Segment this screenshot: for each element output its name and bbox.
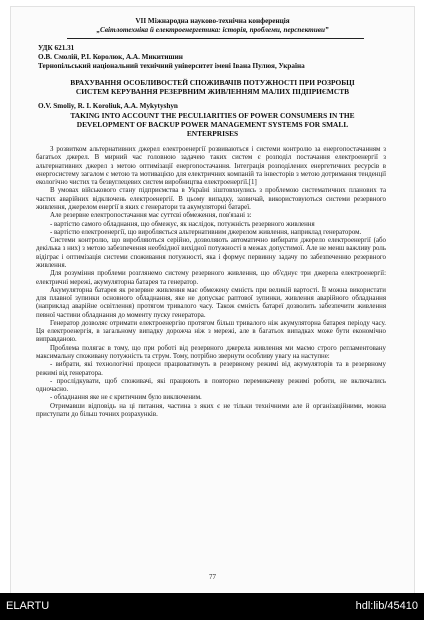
paragraph: Акумуляторна батарея як резервне живлення має обмежену ємність при великій вартості. Її можна використати для плавної зупинки основного обладнання, яке не допускає раптової зупинки, живлення аварійного обладнання (наприклад аварійне освітлення) протягом тривалого часу. Також ємність батареї дозволить забезпечити живлення певної частини обладнання до моменту пуску генератора.	[36, 286, 386, 319]
article-body	[36, 146, 386, 419]
list-item: - вартістю самого обладнання, що обмежує, як наслідок, потужність резервного живлення	[50, 220, 315, 228]
header-rule	[67, 38, 364, 39]
paragraph: Системи контролю, що виробляються серійно, дозволяють автоматично вибирати джерело електроенергії (або декілька з них) з метою забезпечення необхідної вихідної потужності в межах допустимої. Але не менш важливу роль відіграє і оптимізація системи споживання потужності, яка і формує первинну задачу по забезпеченню резервного живлення.	[36, 237, 386, 269]
paragraph: Для розуміння проблеми розглянемо систему резервного живлення, що об'єднує три джерела електроенергії: електричні мережі, акумуляторна батарея та генератор.	[36, 270, 386, 286]
page-number: 77	[209, 573, 216, 581]
list-item: - прослідкувати, щоб споживачі, які працюють в повторно перемикачеву режимі роботи, не включались одночасно.	[36, 377, 386, 394]
title-ua-line-2: СИСТЕМ КЕРУВАННЯ РЕЗЕРВНИМ ЖИВЛЕННЯМ МАЛИХ ПІДПРИЄМСТВ	[75, 87, 350, 96]
footer-bar	[0, 593, 424, 620]
title-en-line-1: TAKING INTO ACCOUNT THE PECULIARITIES OF POWER CONSUMERS IN THE	[70, 111, 355, 120]
authors-ua: О.В. Смолій, Р.І. Королюк, А.А. Микитишин	[38, 53, 183, 61]
affiliation: Тернопільський національний технічний університет імені Івана Пулюя, Україна	[38, 62, 305, 70]
list-item: - вартістю електроенергії, що виробляється альтернативним джерелом живлення, наприклад генератором.	[50, 228, 362, 236]
paragraph: В умовах військового стану підприємства в Україні зіштовхнулись з проблемою систематичних планових та частих аварійних відключень електроенергії. В цьому випадку, зазвичай, використовуються системи резервного живлення, джерелом енергії в яких є генератори та акумуляторні батареї.	[36, 187, 386, 211]
footer-repository-label: ELARTU	[6, 600, 50, 612]
paragraph: З розвитком альтернативних джерел електроенергії розвиваються і системи контролю за енергопостачанням з багатьох джерел. В мирний час головною задачею таких систем є розподіл постачання електроенергії з альтернативних джерел з метою оптимізації енергопостачання. Інтеграція розподілених енергетичних ресурсів в енергосистему загалом є метою та мотивацією для електричних компаній та інвесторів з метою дотримання тенденції екологічно чистих та безвуглецевих систем виробництва електроенергії.[1]	[36, 146, 386, 187]
udc-code: УДК 621.31	[38, 44, 75, 52]
title-en-line-2: DEVELOPMENT OF BACKUP POWER MANAGEMENT SYSTEMS FOR SMALL	[76, 120, 349, 129]
document-page	[10, 6, 415, 595]
paragraph: Проблема полягає в тому, що при роботі від резервного джерела живлення ми маємо строго регламентовану максимальну споживану потужність та струм. Тому, потрібно звернути особливу увагу на наступне:	[36, 344, 386, 361]
footer-handle-label: hdl:lib/45410	[355, 600, 418, 612]
paragraph: Генератор дозволяє отримати електроенергію протягом більш тривалого ніж акумуляторна батарея періоду часу. Ця електроенергія, в загальному випадку дорожча ніж з мережі, але в багатьох випадках може бути економічно виправданою.	[36, 319, 386, 344]
paragraph: Але резервне електропостачання має суттєві обмеження, пов'язані з:	[50, 212, 252, 220]
conference-subheader: „Світлотехніка й електроенергетика: історія, проблеми, перспективи”	[96, 26, 329, 34]
conference-header: VII Міжнародна науково-технічна конференція	[135, 17, 290, 25]
authors-en: O.V. Smoliy, R. I. Koroliuk, A.A. Mykytyshyn	[38, 102, 178, 110]
title-ua-line-1: ВРАХУВАННЯ ОСОБЛИВОСТЕЙ СПОЖИВАЧІВ ПОТУЖНОСТІ ПРИ РОЗРОБЦІ	[70, 78, 355, 87]
title-en-line-3: ENTERPRISES	[186, 129, 239, 138]
paragraph: Отримавши відповідь на ці питання, частина з яких є не тільки технічними але й організаційними, можна приступати до більш точних розрахунків.	[36, 402, 386, 418]
list-item: - обладнання яке не є критичним було виключеним.	[50, 394, 202, 402]
list-item: - вибрати, які технологічні процеси працюватимуть в резервному режимі від акумуляторів та в резервному режимі від генератора.	[36, 361, 386, 377]
